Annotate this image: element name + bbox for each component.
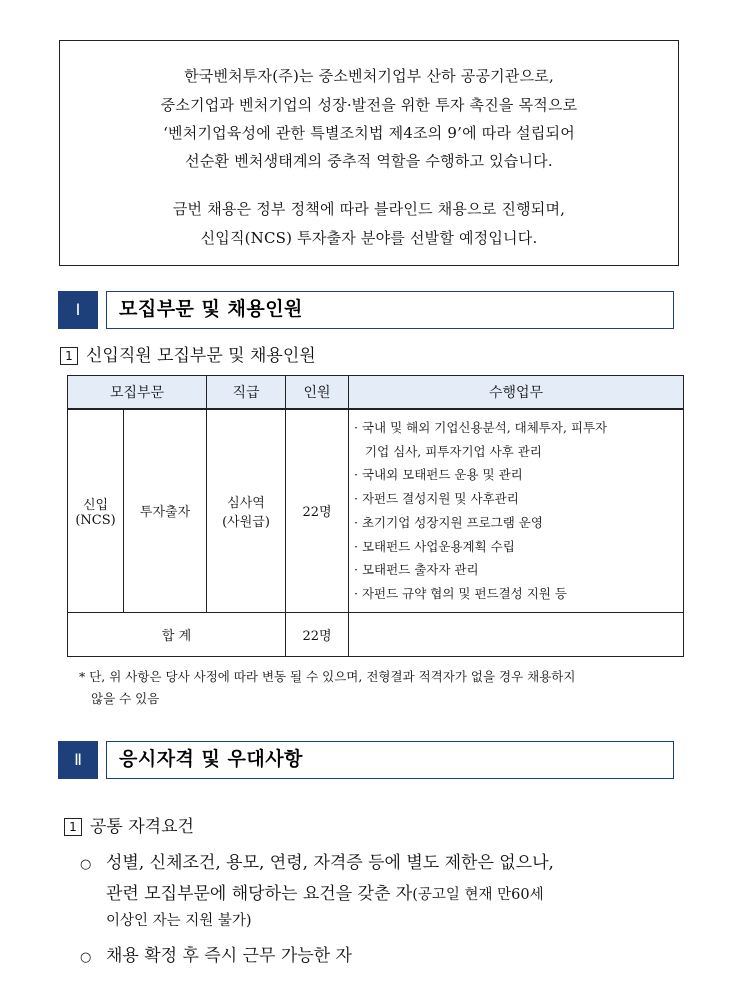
section-2-number: Ⅱ: [58, 741, 98, 779]
section-1-title-box: [106, 291, 674, 329]
numbered-box-mark: 1: [60, 347, 78, 365]
cell-category: [68, 409, 124, 612]
cell-duties: [349, 409, 684, 612]
total-count: 22명: [286, 612, 349, 656]
intro-line-2: 중소기업과 벤처기업의 성장·발전을 위한 투자 촉진을 목적으로: [160, 96, 578, 114]
duty-item: · 자펀드 규약 협의 및 펀드결성 지원 등: [354, 585, 567, 601]
duty-item: · 자펀드 결성지원 및 사후관리: [354, 491, 519, 507]
intro-line-6: 신입직(NCS) 투자출자 분야를 선발할 예정입니다.: [200, 229, 538, 247]
intro-line-4: 선순환 벤처생태계의 중추적 역할을 수행하고 있습니다.: [185, 152, 553, 170]
numbered-box-mark: 1: [64, 818, 82, 836]
header-count: 인원: [286, 376, 349, 410]
section-2-subheading: [64, 812, 194, 837]
section-1-title: 모집부문 및 채용인원: [119, 298, 303, 320]
duty-item-continuation: 기업 심사, 피투자기업 사후 관리: [365, 443, 542, 459]
duty-item: · 국내외 모태펀드 운용 및 관리: [354, 467, 523, 483]
requirement-note: (공고일 현재 만60세: [412, 887, 544, 903]
requirement-text: 채용 확정 후 즉시 근무 가능한 자: [106, 946, 352, 966]
cell-rank: [207, 409, 286, 612]
recruitment-table: [67, 375, 684, 657]
header-duties: 수행업무: [349, 376, 684, 410]
duty-item: · 모태펀드 사업운용계획 수립: [354, 538, 515, 554]
table-header-row: [68, 376, 684, 410]
section-2-subheading-text: 공통 자격요건: [90, 817, 194, 837]
intro-line-3: ‘벤처기업육성에 관한 특별조치법 제4조의 9’에 따라 설립되어: [163, 124, 575, 142]
table-total-row: [68, 612, 684, 656]
footnote: [79, 666, 689, 710]
rank-label: 심사역: [227, 495, 265, 511]
section-2-title: 응시자격 및 우대사항: [119, 748, 303, 770]
footnote-line-1: * 단, 위 사항은 당사 사정에 따라 변동 될 수 있으며, 전형결과 적격자가 없을 경우 채용하지: [79, 669, 576, 684]
category-label: 신입: [82, 497, 109, 513]
section-1-subheading-text: 신입직원 모집부문 및 채용인원: [86, 346, 316, 366]
section-1-subheading: [60, 341, 316, 366]
header-division: 모집부문: [68, 376, 207, 410]
requirement-item: [80, 848, 554, 880]
requirement-text: 관련 모집부문에 해당하는 요건을 갖춘 자: [106, 884, 413, 904]
section-2-title-box: [106, 741, 674, 779]
rank-sub-label: (사원급): [222, 514, 270, 530]
requirement-note-continuation: 이상인 자는 지원 불가): [106, 913, 252, 929]
total-label: 합 계: [68, 612, 286, 656]
cell-field: 투자출자: [124, 409, 207, 612]
circle-bullet-icon: ○: [80, 857, 92, 872]
intro-line-5: 금번 채용은 정부 정책에 따라 블라인드 채용으로 진행되며,: [172, 200, 566, 218]
category-sub-label: (NCS): [75, 512, 116, 528]
duty-item: · 초기기업 성장지원 프로그램 운영: [354, 514, 543, 530]
requirement-item: [80, 941, 352, 973]
duty-item: · 국내 및 해외 기업신용분석, 대체투자, 피투자: [354, 420, 608, 435]
footnote-line-2: 않을 수 있음: [91, 691, 160, 706]
circle-bullet-icon: ○: [80, 950, 92, 965]
requirement-text: 성별, 신체조건, 용모, 연령, 자격증 등에 별도 제한은 없으나,: [106, 853, 554, 873]
duty-item: · 모태펀드 출자자 관리: [354, 562, 479, 578]
intro-line-1: 한국벤처투자(주)는 중소벤처기업부 산하 공공기관으로,: [184, 67, 554, 85]
intro-box: [59, 40, 679, 266]
cell-count: 22명: [286, 409, 349, 612]
total-empty-cell: [349, 612, 684, 656]
table-row: [68, 409, 684, 612]
header-rank: 직급: [207, 376, 286, 410]
section-1-number: Ⅰ: [58, 291, 98, 329]
